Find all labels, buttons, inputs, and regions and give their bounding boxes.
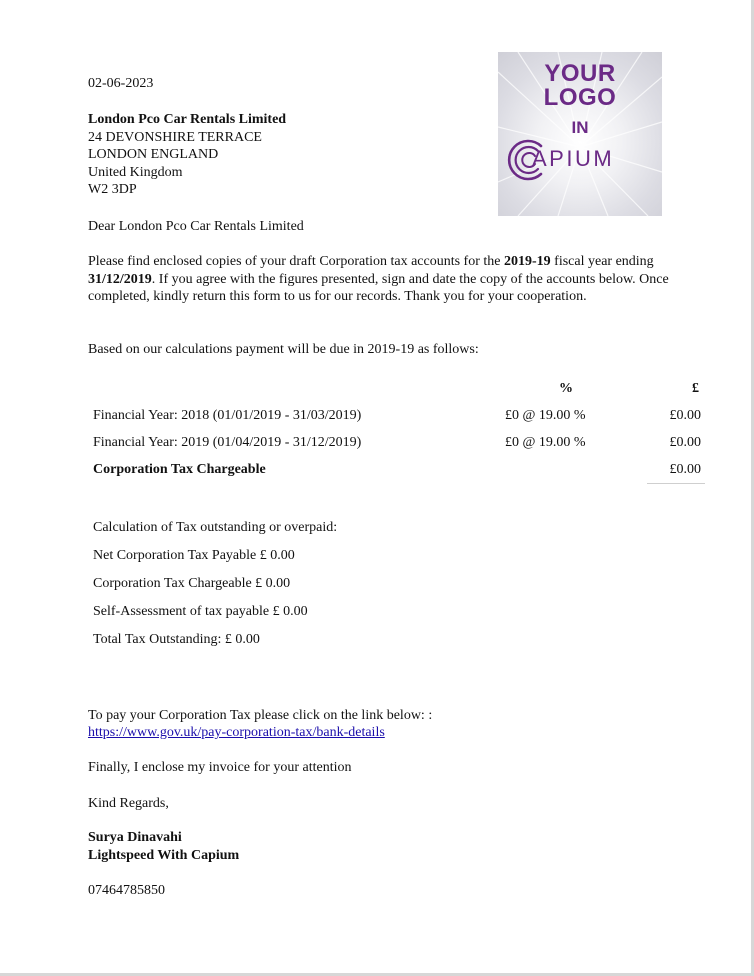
intro-part-3: . If you agree with the figures presented, sign and date the copy of the accounts below. Once completed, kindly return this form to us for our records. Thank you for your cooperation. — [88, 271, 669, 304]
address-country: United Kingdom — [88, 164, 183, 180]
column-header-rate: % — [559, 381, 573, 396]
recipient-name: London Pco Car Rentals Limited — [88, 112, 287, 127]
logo-text-your: YOUR — [544, 60, 616, 87]
payment-link[interactable]: https://www.gov.uk/pay-corporation-tax/bank-details — [88, 725, 385, 740]
calculation-line: Corporation Tax Chargeable £ 0.00 — [93, 576, 291, 591]
address-line-1: 24 DEVONSHIRE TERRACE — [88, 129, 262, 145]
closing-regards: Kind Regards, — [88, 796, 169, 811]
address-line-2: LONDON ENGLAND — [88, 147, 219, 162]
recipient-address — [88, 111, 286, 199]
total-underline — [647, 483, 705, 484]
row-1-rate: £0 @ 19.00 % — [505, 408, 586, 423]
row-2-label: Financial Year: 2019 (01/04/2019 - 31/12/2019) — [93, 435, 362, 450]
contact-phone: 07464785850 — [88, 883, 165, 898]
signature-block — [88, 829, 239, 865]
company-logo — [498, 52, 662, 216]
row-1-label: Financial Year: 2018 (01/01/2019 - 31/03/2019) — [93, 408, 362, 423]
address-postcode: W2 3DP — [88, 182, 137, 197]
intro-part-1: Please find enclosed copies of your draft Corporation tax accounts for the — [88, 254, 504, 269]
row-2-amount: £0.00 — [669, 435, 701, 450]
total-amount: £0.00 — [669, 462, 701, 477]
intro-paragraph — [88, 253, 678, 306]
logo-text-logo: LOGO — [543, 84, 617, 111]
letter-date: 02-06-2023 — [88, 76, 154, 91]
fiscal-year: 2019-19 — [503, 254, 551, 269]
calculation-line: Self-Assessment of tax payable £ 0.00 — [93, 604, 308, 619]
calculation-heading: Calculation of Tax outstanding or overpaid: — [93, 520, 338, 535]
signer-name: Surya Dinavahi — [88, 830, 182, 845]
total-label: Corporation Tax Chargeable — [93, 462, 266, 477]
column-header-amount: £ — [692, 381, 699, 396]
tax-calculation — [93, 519, 337, 659]
logo-text-in: IN — [571, 118, 589, 137]
invoice-note: Finally, I enclose my invoice for your attention — [88, 760, 352, 775]
logo-brand-text: APIUM — [532, 146, 615, 171]
row-2-rate: £0 @ 19.00 % — [505, 435, 586, 450]
payment-instruction: To pay your Corporation Tax please click on the link below: : — [88, 708, 433, 723]
year-end-date: 31/12/2019 — [88, 271, 152, 287]
signer-company: Lightspeed With Capium — [88, 848, 240, 863]
intro-part-2: fiscal year ending — [550, 254, 654, 269]
payment-intro: Based on our calculations payment will be due in 2019-19 as follows: — [88, 342, 479, 357]
row-1-amount: £0.00 — [669, 408, 701, 423]
calculation-line: Net Corporation Tax Payable £ 0.00 — [93, 548, 295, 563]
calculation-line: Total Tax Outstanding: £ 0.00 — [93, 632, 260, 647]
salutation: Dear London Pco Car Rentals Limited — [88, 219, 304, 234]
